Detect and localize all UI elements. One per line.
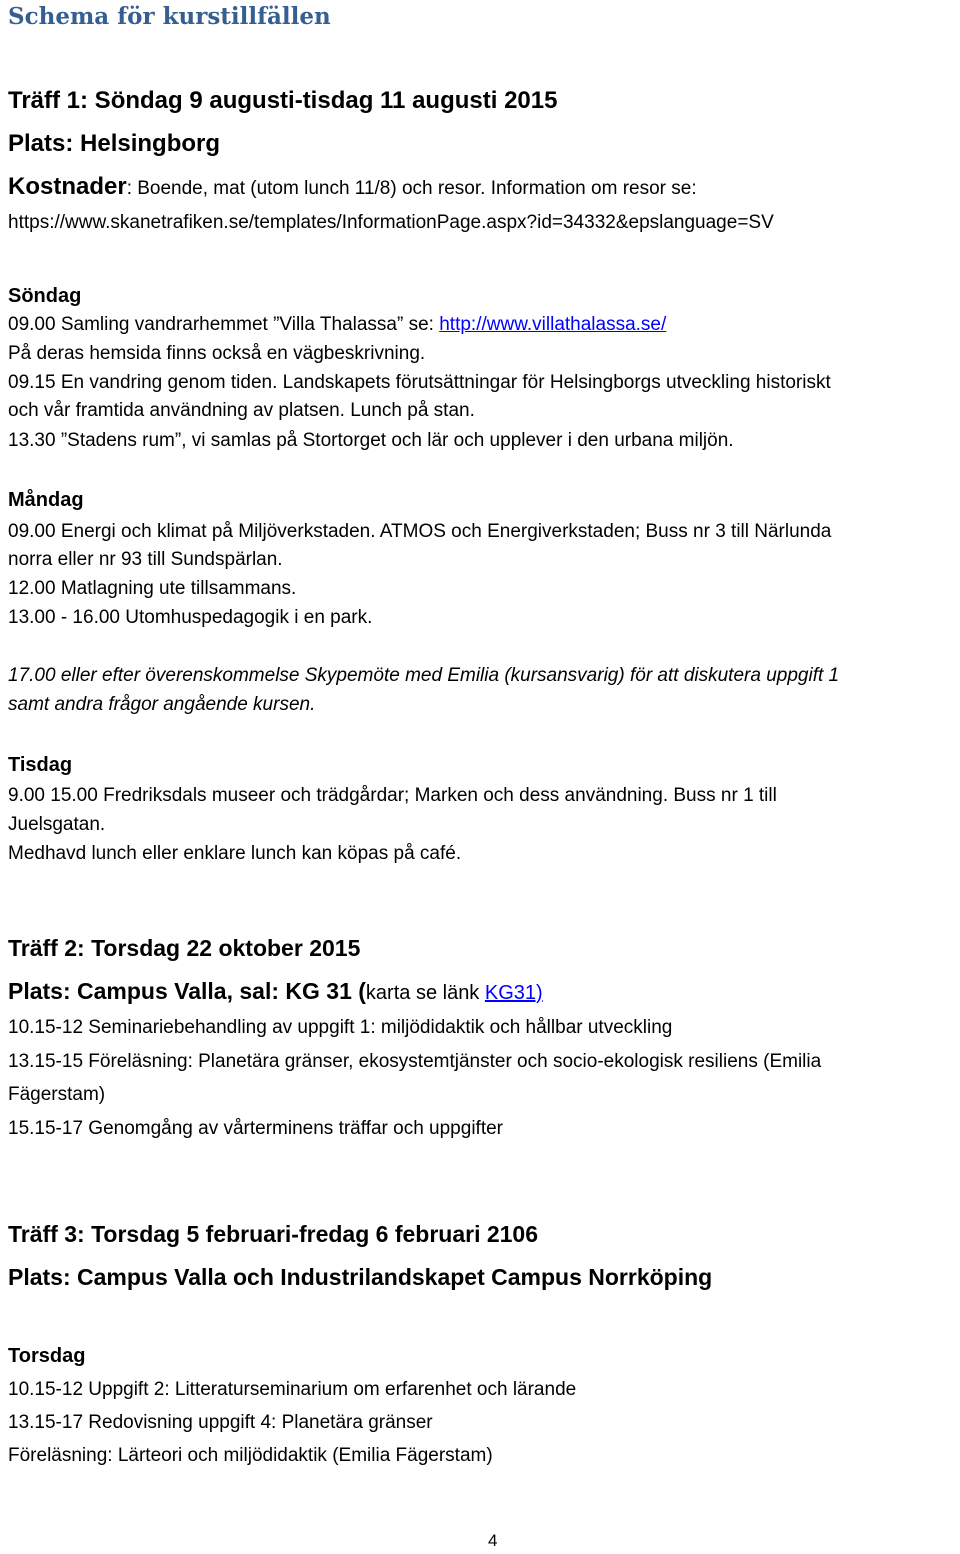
page-number: 4 xyxy=(488,1531,498,1550)
tisdag-line2: Juelsgatan. xyxy=(8,814,106,835)
traff2-line4: 15.15-17 Genomgång av vårterminens träffar och uppgifter xyxy=(8,1118,503,1139)
sondag-line3: 09.15 En vandring genom tiden. Landskapets förutsättningar för Helsingborgs utveckling historiskt xyxy=(8,372,831,393)
traff1-heading: Träff 1: Söndag 9 augusti-tisdag 11 augusti 2015 xyxy=(8,87,558,114)
mandag-line4: 13.00 - 16.00 Utomhuspedagogik i en park. xyxy=(8,607,373,628)
traff2-plats xyxy=(8,976,543,1006)
day-mandag: Måndag xyxy=(8,489,84,511)
mandag-line2: norra eller nr 93 till Sundspärlan. xyxy=(8,549,283,570)
traff3-heading: Träff 3: Torsdag 5 februari-fredag 6 februari 2106 xyxy=(8,1221,539,1247)
sondag-line1 xyxy=(8,314,666,336)
day-tisdag: Tisdag xyxy=(8,754,73,776)
sondag-line5: 13.30 ”Stadens rum”, vi samlas på Stortorget och lär och upplever i den urbana miljön. xyxy=(8,430,734,451)
sondag-line4: och vår framtida användning av platsen. Lunch på stan. xyxy=(8,400,475,421)
traff2-line3: Fägerstam) xyxy=(8,1084,106,1105)
page-title: Schema för kurstillfällen xyxy=(8,3,331,30)
traff1-url[interactable]: https://www.skanetrafiken.se/templates/InformationPage.aspx?id=34332&epslanguage=SV xyxy=(8,212,774,233)
traff3-line2: 13.15-17 Redovisning uppgift 4: Planetära gränser xyxy=(8,1412,433,1433)
traff3-plats: Plats: Campus Valla och Industrilandskapet Campus Norrköping xyxy=(8,1264,713,1290)
traff2-heading: Träff 2: Torsdag 22 oktober 2015 xyxy=(8,935,361,961)
kostnader-text: : Boende, mat (utom lunch 11/8) och resor. Information om resor se: xyxy=(126,178,697,199)
traff2-plats-text: karta se länk xyxy=(365,982,485,1004)
traff1-plats: Plats: Helsingborg xyxy=(8,130,221,157)
traff3-line1: 10.15-12 Uppgift 2: Litteraturseminarium om erfarenhet och lärande xyxy=(8,1379,577,1400)
mandag-line3: 12.00 Matlagning ute tillsammans. xyxy=(8,578,297,599)
tisdag-line3: Medhavd lunch eller enklare lunch kan köpas på café. xyxy=(8,843,462,864)
kg31-link[interactable]: KG31) xyxy=(484,982,543,1004)
mandag-line1: 09.00 Energi och klimat på Miljöverkstaden. ATMOS och Energiverkstaden; Buss nr 3 till Närlunda xyxy=(8,521,832,542)
mandag-line5: 17.00 eller efter överenskommelse Skypemöte med Emilia (kursansvarig) för att diskutera uppgift 1 xyxy=(8,665,840,686)
traff2-plats-label: Plats: Campus Valla, sal: KG 31 ( xyxy=(8,978,366,1004)
traff1-kostnader xyxy=(8,172,697,202)
mandag-line6: samt andra frågor angående kursen. xyxy=(8,694,316,715)
sondag-line1-text: 09.00 Samling vandrarhemmet ”Villa Thalassa” se: xyxy=(8,314,440,335)
tisdag-line1: 9.00 15.00 Fredriksdals museer och trädgårdar; Marken och dess användning. Buss nr 1 till xyxy=(8,785,777,806)
day-sondag: Söndag xyxy=(8,285,82,307)
day-torsdag: Torsdag xyxy=(8,1345,86,1367)
traff2-line2: 13.15-15 Föreläsning: Planetära gränser, ekosystemtjänster och socio-ekologisk resiliens (Emilia xyxy=(8,1051,822,1072)
sondag-line2: På deras hemsida finns också en vägbeskrivning. xyxy=(8,343,426,364)
villathalassa-link[interactable]: http://www.villathalassa.se/ xyxy=(439,314,667,335)
traff2-line1: 10.15-12 Seminariebehandling av uppgift 1: miljödidaktik och hållbar utveckling xyxy=(8,1017,673,1038)
kostnader-label: Kostnader xyxy=(8,173,127,200)
traff3-line3: Föreläsning: Lärteori och miljödidaktik (Emilia Fägerstam) xyxy=(8,1445,493,1466)
